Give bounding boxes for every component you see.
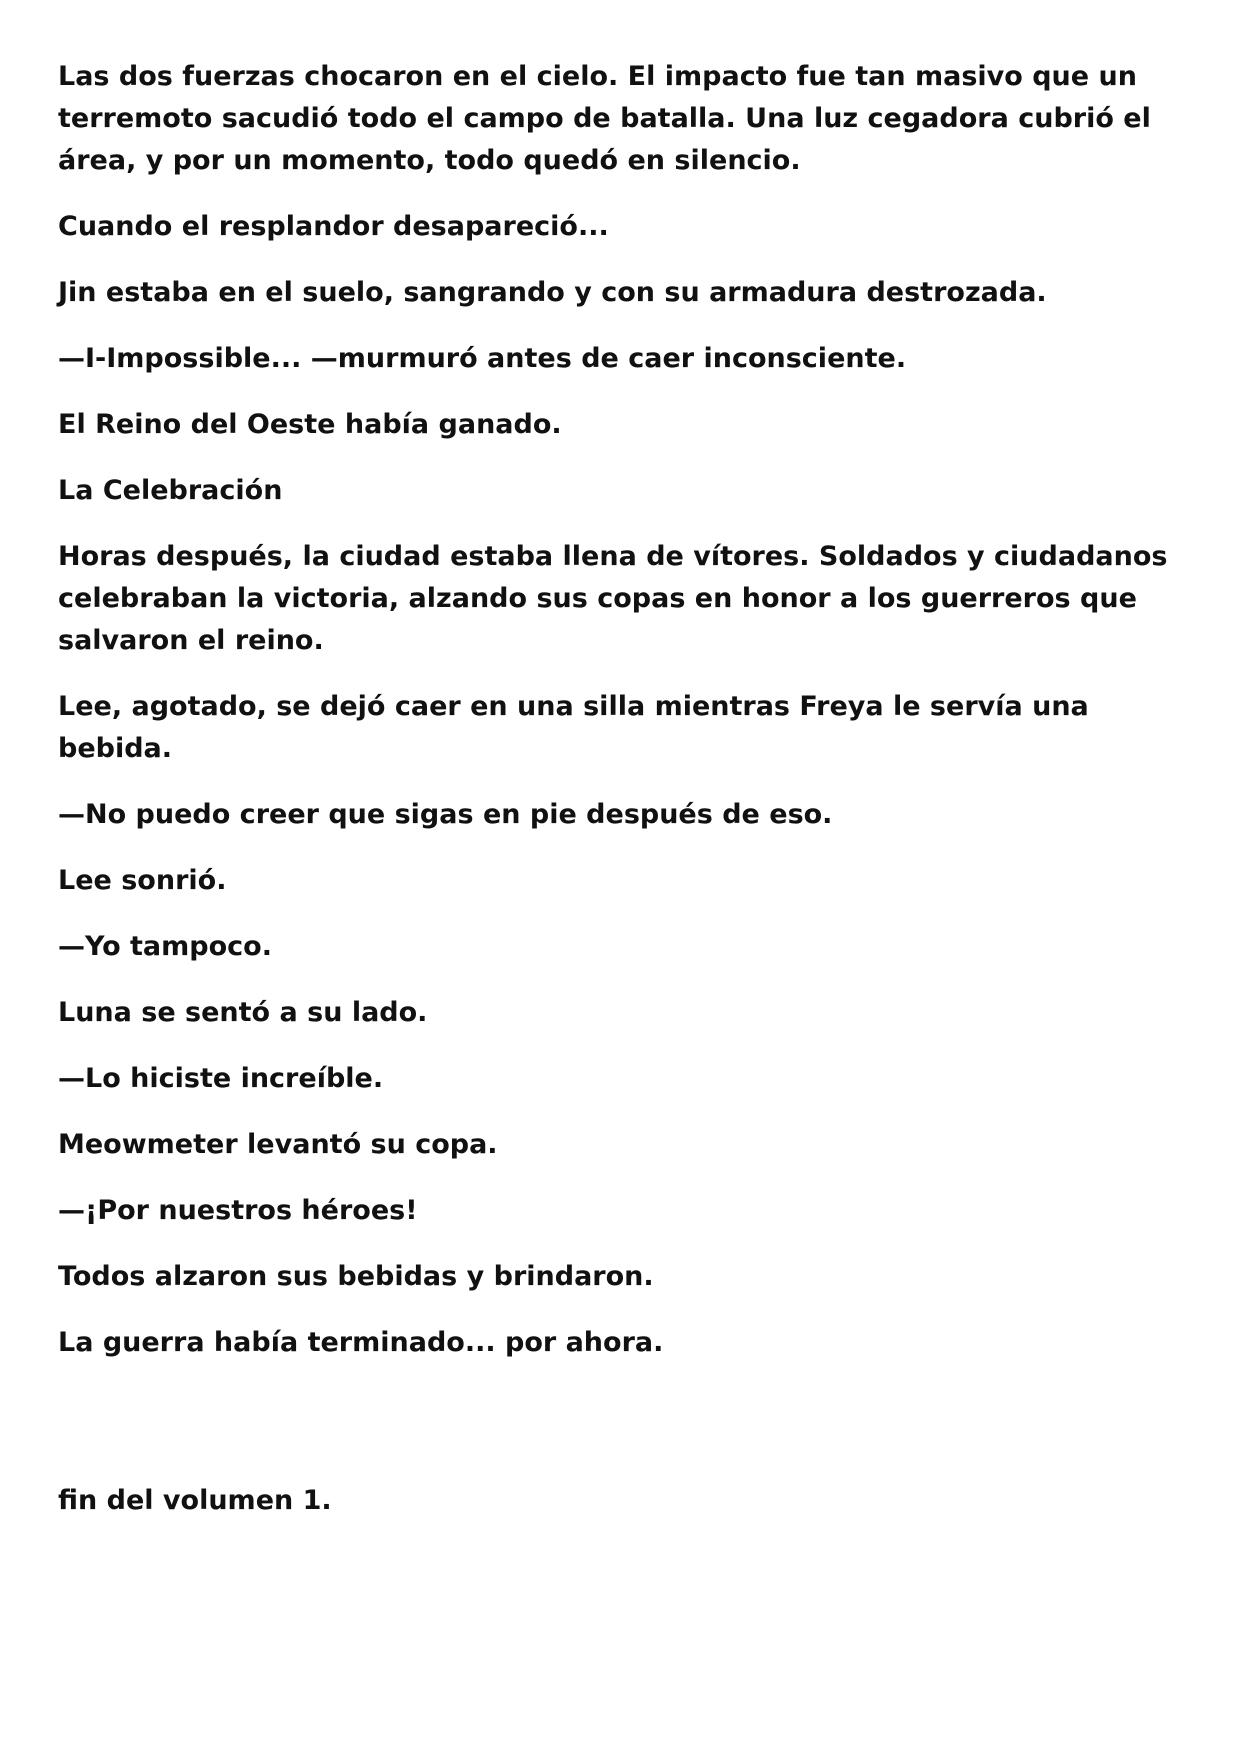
document-body	[58, 56, 1188, 1546]
paragraph-lee-exhausted: Lee, agotado, se dejó caer en una silla mientras Freya le servía una bebida.	[58, 691, 1089, 764]
paragraph-all-toasted: Todos alzaron sus bebidas y brindaron.	[58, 1261, 654, 1292]
paragraph-luna-dialogue: —Lo hiciste increíble.	[58, 1063, 384, 1094]
paragraph-lee-smiled: Lee sonrió.	[58, 865, 227, 896]
paragraph-impossible-dialogue: —I-Impossible... —murmuró antes de caer inconsciente.	[58, 343, 907, 374]
section-heading-celebration: La Celebración	[58, 475, 283, 506]
paragraph-luna-sat: Luna se sentó a su lado.	[58, 997, 428, 1028]
paragraph-toast-dialogue: —¡Por nuestros héroes!	[58, 1195, 418, 1226]
paragraph-jin-on-ground: Jin estaba en el suelo, sangrando y con su armadura destrozada.	[58, 277, 1047, 308]
paragraph-glow-disappeared: Cuando el resplandor desapareció...	[58, 211, 609, 242]
paragraph-freya-dialogue: —No puedo creer que sigas en pie después de eso.	[58, 799, 833, 830]
paragraph-west-kingdom-won: El Reino del Oeste había ganado.	[58, 409, 562, 440]
volume-ending-note: fin del volumen 1.	[58, 1485, 332, 1516]
paragraph-collision: Las dos fuerzas chocaron en el cielo. El impacto fue tan masivo que un terremoto sacudió todo el campo de batalla. Una luz cegadora cubrió el área, y por un momento, todo quedó en silencio.	[58, 61, 1151, 176]
paragraph-meowmeter-raised: Meowmeter levantó su copa.	[58, 1129, 498, 1160]
paragraph-city-cheers: Horas después, la ciudad estaba llena de vítores. Soldados y ciudadanos celebraban la victoria, alzando sus copas en honor a los guerreros que salvaron el reino.	[58, 541, 1168, 656]
paragraph-war-ended: La guerra había terminado... por ahora.	[58, 1327, 664, 1358]
paragraph-lee-dialogue: —Yo tampoco.	[58, 931, 272, 962]
